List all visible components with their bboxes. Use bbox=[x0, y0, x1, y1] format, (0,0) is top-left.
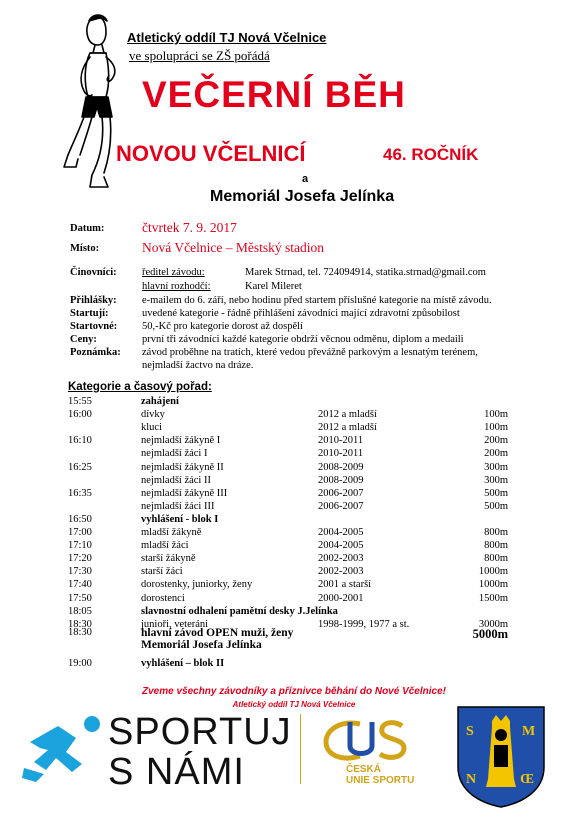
schedule-category: nejmladší žákyně I bbox=[141, 435, 221, 447]
schedule-category: dorostenky, juniorky, ženy bbox=[141, 579, 253, 591]
closing-label: vyhlášení – blok II bbox=[141, 658, 225, 669]
schedule-years: 2002-2003 bbox=[318, 553, 364, 565]
prizes-label: Ceny: bbox=[70, 334, 97, 345]
main-race-line-2: Memoriál Josefa Jelínka bbox=[141, 639, 262, 651]
schedule-category: vyhlášení - blok I bbox=[141, 513, 219, 525]
schedule-row bbox=[68, 540, 508, 554]
schedule-time: 15:55 bbox=[68, 396, 92, 407]
schedule-distance: 300m bbox=[484, 474, 508, 486]
schedule-row bbox=[68, 422, 508, 436]
cus-line-1: ČESKÁ bbox=[346, 764, 382, 775]
schedule-row bbox=[68, 501, 508, 515]
event-subtitle: NOVOU VČELNICÍ bbox=[116, 141, 306, 166]
sportuj-wordmark bbox=[108, 712, 292, 792]
fee-value: 50,-Kč pro kategorie dorost až dospělí bbox=[142, 321, 303, 332]
schedule-row bbox=[68, 435, 508, 449]
closing-row bbox=[68, 658, 508, 672]
schedule-years: 2010-2011 bbox=[318, 448, 364, 460]
schedule-time: 17:20 bbox=[68, 553, 92, 565]
schedule-distance: 1000m bbox=[478, 566, 508, 578]
schedule-row bbox=[68, 553, 508, 567]
schedule-row bbox=[68, 593, 508, 607]
schedule-row bbox=[68, 475, 508, 489]
schedule-distance: 800m bbox=[484, 553, 508, 565]
schedule-category: nejmladší žáci I bbox=[141, 448, 208, 460]
starters-value: uvedené kategorie - řádně přihlášení závodníci mající zdravotní způsobilost bbox=[142, 308, 460, 319]
schedule-years: 1998-1999, 1977 a st. bbox=[318, 618, 410, 630]
schedule-category: zahájení bbox=[141, 396, 179, 407]
schedule-years: 2010-2011 bbox=[318, 435, 364, 447]
schedule-distance: 100m bbox=[484, 409, 508, 421]
crest-letter-n: N bbox=[466, 772, 477, 787]
date-value: čtvrtek 7. 9. 2017 bbox=[142, 220, 237, 235]
schedule-time: 17:10 bbox=[68, 540, 92, 552]
schedule-distance: 500m bbox=[484, 487, 508, 499]
schedule-distance: 200m bbox=[484, 448, 508, 460]
schedule-distance: 300m bbox=[484, 461, 508, 473]
schedule-years: 2012 a mladší bbox=[318, 409, 377, 421]
schedule-distance: 800m bbox=[484, 540, 508, 552]
schedule-years: 2008-2009 bbox=[318, 461, 364, 473]
schedule-row bbox=[68, 462, 508, 476]
director-label: ředitel závodu: bbox=[142, 267, 205, 278]
footer-divider bbox=[300, 714, 301, 784]
schedule-distance: 800m bbox=[484, 527, 508, 538]
crest-letter-s: S bbox=[466, 724, 474, 739]
schedule-row bbox=[68, 409, 508, 423]
and-text: a bbox=[302, 173, 309, 185]
schedule-time: 17:30 bbox=[68, 566, 92, 578]
schedule-distance: 200m bbox=[484, 435, 508, 447]
schedule-row bbox=[68, 606, 508, 620]
schedule-row bbox=[68, 488, 508, 502]
schedule-years: 2001 a starší bbox=[318, 579, 372, 591]
main-race-time: 18:30 bbox=[68, 627, 92, 638]
cus-logo bbox=[320, 716, 415, 764]
schedule-category: starší žáci bbox=[141, 566, 183, 578]
schedule-category: nejmladší žákyně III bbox=[141, 487, 228, 499]
schedule-distance: 500m bbox=[484, 500, 508, 512]
cooperation-text: ve spolupráci se ZŠ pořádá bbox=[129, 48, 270, 63]
closing-time: 19:00 bbox=[68, 658, 92, 669]
schedule-time: 18:05 bbox=[68, 605, 92, 617]
schedule-category: nejmladší žákyně II bbox=[141, 461, 224, 473]
date-label: Datum: bbox=[70, 223, 105, 234]
schedule-distance: 100m bbox=[484, 422, 508, 434]
schedule-time: 16:25 bbox=[68, 461, 92, 473]
note-value-2: nejmladší žactvo na dráze. bbox=[142, 360, 254, 371]
schedule-distance: 1500m bbox=[478, 592, 508, 604]
schedule-category: slavnostní odhalení pamětní desky J.Jelínka bbox=[141, 605, 338, 617]
schedule-row bbox=[68, 579, 508, 593]
schedule-row bbox=[68, 396, 508, 410]
crest-letter-m: M bbox=[522, 724, 536, 739]
schedule-time: 18:30 bbox=[68, 618, 92, 630]
cus-wordmark bbox=[346, 764, 414, 786]
schedule-row bbox=[68, 566, 508, 580]
invite-text: Zveme všechny závodníky a příznivce běhání do Nové Včelnice! bbox=[141, 686, 446, 697]
sportuj-line-1: SPORTUJ bbox=[108, 711, 292, 753]
schedule-category: dorostenci bbox=[141, 592, 185, 604]
entries-value: e-mailem do 6. září, nebo hodinu před startem příslušné kategorie na místě závodu. bbox=[142, 295, 492, 306]
schedule-category: kluci bbox=[141, 422, 162, 434]
schedule-time: 17:40 bbox=[68, 579, 92, 591]
schedule-time: 16:00 bbox=[68, 409, 92, 421]
schedule-category: mladší žákyně bbox=[141, 527, 202, 538]
schedule-time: 16:50 bbox=[68, 513, 92, 525]
edition-text: 46. ROČNÍK bbox=[383, 145, 479, 164]
referee-value: Karel Mileret bbox=[245, 281, 302, 292]
schedule-years: 2008-2009 bbox=[318, 474, 364, 486]
note-label: Poznámka: bbox=[70, 347, 121, 358]
organizer-text: Atletický oddíl TJ Nová Včelnice bbox=[127, 30, 327, 45]
note-value-1: závod proběhne na tratích, které vedou převážně parkovým a lesnatým terénem, bbox=[142, 347, 478, 358]
schedule-category: nejmladší žáci II bbox=[141, 474, 211, 486]
place-value: Nová Včelnice – Městský stadion bbox=[142, 240, 324, 255]
schedule-row bbox=[68, 527, 508, 541]
officials-label: Činovníci: bbox=[70, 267, 117, 278]
schedule-years: 2000-2001 bbox=[318, 592, 364, 604]
main-race-line-1: hlavní závod OPEN muži, ženy bbox=[141, 627, 294, 639]
crest-letter-oe: Œ bbox=[520, 772, 534, 787]
director-value: Marek Strnad, tel. 724094914, statika.strnad@gmail.com bbox=[245, 267, 486, 278]
memorial-heading: Memoriál Josefa Jelínka bbox=[210, 188, 395, 205]
schedule-time: 17:00 bbox=[68, 527, 92, 538]
schedule-category: junioři, veteráni bbox=[141, 618, 209, 630]
invite-subtext: Atletický oddíl TJ Nová Včelnice bbox=[232, 700, 356, 709]
sportuj-line-2: S NÁMI bbox=[108, 751, 245, 793]
fee-label: Startovné: bbox=[70, 321, 118, 332]
schedule-time: 17:50 bbox=[68, 592, 92, 604]
schedule-time: 16:10 bbox=[68, 435, 92, 447]
schedule-years: 2006-2007 bbox=[318, 487, 364, 499]
schedule-distance: 1000m bbox=[478, 579, 508, 591]
schedule-category: mladší žáci bbox=[141, 540, 189, 552]
place-label: Místo: bbox=[70, 243, 100, 254]
schedule-heading: Kategorie a časový pořad: bbox=[68, 381, 212, 393]
schedule-time: 16:35 bbox=[68, 487, 92, 499]
prizes-value: první tři závodníci každé kategorie obdrží věcnou odměnu, diplom a medaili bbox=[142, 334, 464, 345]
schedule-distance: 3000m bbox=[478, 618, 508, 630]
schedule-category: dívky bbox=[141, 409, 165, 421]
schedule-row bbox=[68, 514, 508, 528]
schedule-years: 2002-2003 bbox=[318, 566, 364, 578]
starters-label: Startují: bbox=[70, 308, 109, 319]
schedule-years: 2012 a mladší bbox=[318, 422, 377, 434]
schedule-category: starší žákyně bbox=[141, 553, 196, 565]
referee-label: hlavní rozhodčí: bbox=[142, 281, 211, 292]
town-crest bbox=[456, 705, 546, 808]
schedule-category: nejmladší žáci III bbox=[141, 500, 215, 512]
schedule-years: 2006-2007 bbox=[318, 500, 364, 512]
sportuj-logo bbox=[22, 712, 104, 787]
cus-line-2: UNIE SPORTU bbox=[346, 775, 415, 786]
schedule-row bbox=[68, 448, 508, 462]
event-title: VEČERNÍ BĚH bbox=[142, 74, 406, 115]
entries-label: Přihlášky: bbox=[70, 295, 117, 306]
schedule-years: 2004-2005 bbox=[318, 540, 364, 552]
main-race-distance: 5000m bbox=[472, 627, 508, 641]
schedule-years: 2004-2005 bbox=[318, 527, 364, 538]
main-race-row bbox=[68, 627, 508, 657]
